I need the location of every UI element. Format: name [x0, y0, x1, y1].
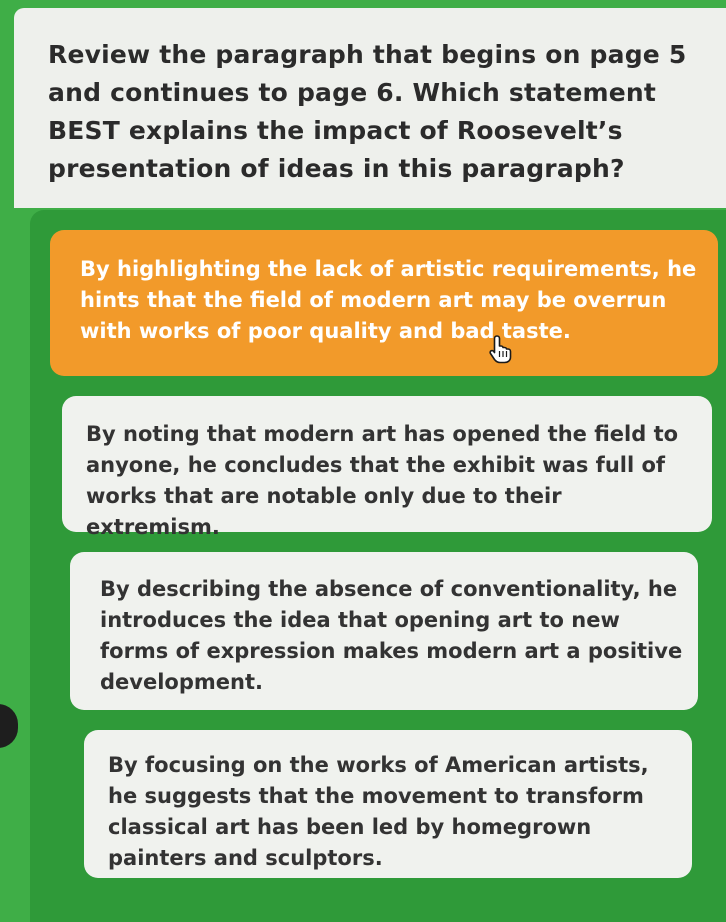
answer-option-a-text: By highlighting the lack of artistic requirements, he hints that the field of modern art may be overrun with works of poor quality and bad taste. — [80, 257, 697, 343]
answer-option-b[interactable] — [62, 396, 712, 539]
answer-option-c-text: By describing the absence of conventionality, he introduces the idea that opening art to new forms of expression makes modern art a positive development. — [100, 577, 683, 694]
question-card — [14, 8, 726, 208]
answer-option-c[interactable] — [70, 552, 698, 710]
answer-option-d[interactable] — [84, 730, 692, 878]
question-text: Review the paragraph that begins on page 5 and continues to page 6. Which statement BEST explains the impact of Roosevelt’s presentation of ideas in this paragraph? — [48, 40, 687, 183]
answer-option-a[interactable] — [50, 230, 718, 376]
answer-option-b-text: By noting that modern art has opened the field to anyone, he concludes that the exhibit was full of works that are notable only due to their extremism. — [86, 422, 679, 539]
answer-option-d-text: By focusing on the works of American artists, he suggests that the movement to transform classical art has been led by homegrown painters and sculptors. — [108, 753, 649, 870]
side-tab[interactable] — [0, 704, 18, 748]
hand-pointer-icon — [488, 334, 514, 364]
